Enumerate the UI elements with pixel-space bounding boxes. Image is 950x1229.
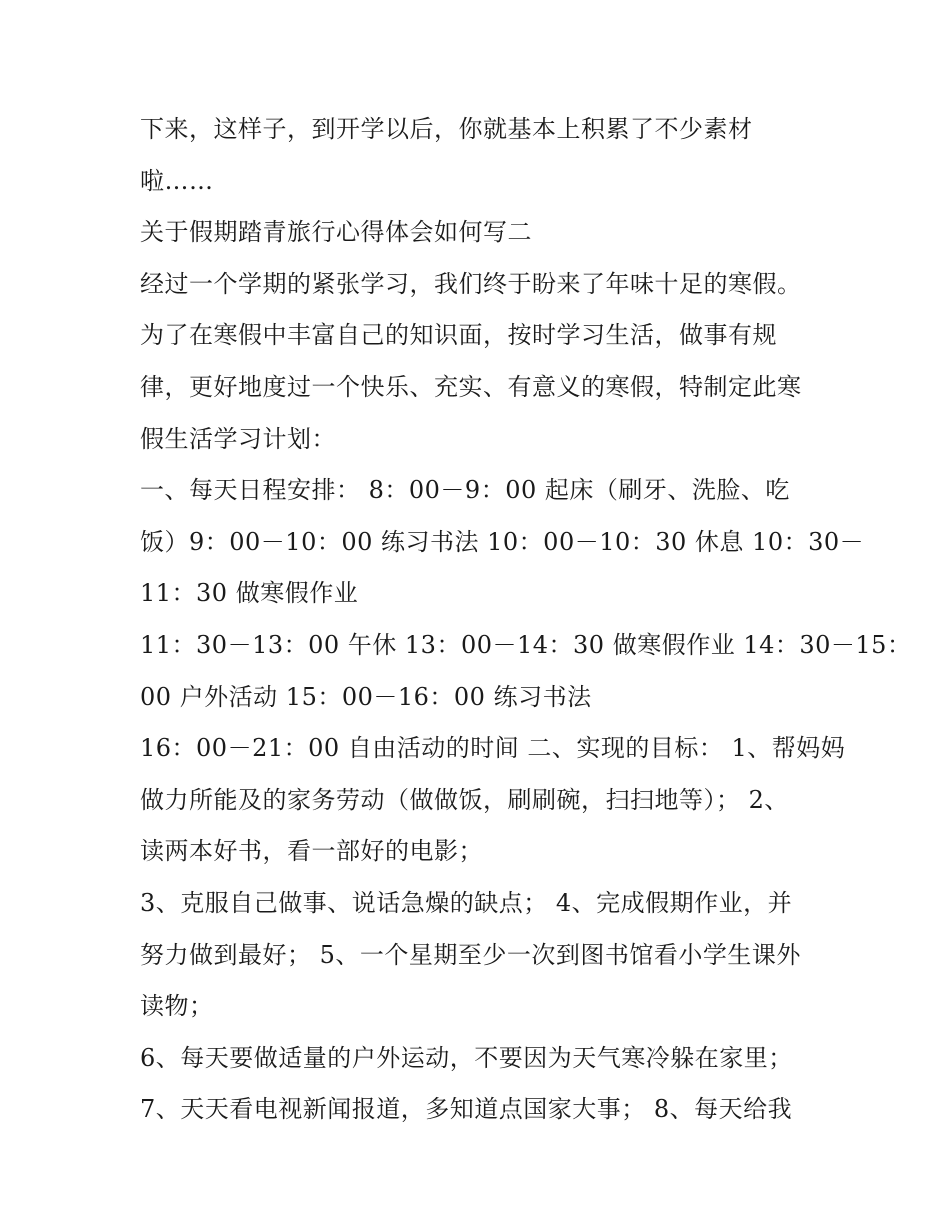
- goals-line: 做力所能及的家务劳动（做做饭，刷刷碗，扫扫地等）； 2、: [140, 785, 789, 814]
- goals-line: 读物；: [140, 992, 214, 1021]
- schedule-line: 一、每天日程安排： 8：00－9：00 起床（刷牙、洗脸、吃: [140, 476, 790, 505]
- goals-line: 3、克服自己做事、说话急燥的缺点； 4、完成假期作业，并: [140, 888, 793, 917]
- schedule-line: 饭）9：00－10：00 练习书法 10：00－10：30 休息 10：30－: [140, 527, 865, 556]
- schedule-line: 11：30－13：00 午休 13：00－14：30 做寒假作业 14：30－15：: [140, 630, 912, 659]
- text-line-continuation: 下来，这样子，到开学以后，你就基本上积累了不少素材: [140, 115, 753, 143]
- goals-line: 努力做到最好； 5、一个星期至少一次到图书馆看小学生课外: [140, 940, 801, 969]
- goals-line: 读两本好书，看一部好的电影；: [140, 837, 483, 866]
- goals-line: 7、天天看电视新闻报道，多知道点国家大事； 8、每天给我: [140, 1095, 793, 1124]
- schedule-line: 00 户外活动 15：00－16：00 练习书法: [140, 682, 592, 711]
- paragraph-line: 假生活学习计划：: [140, 424, 336, 453]
- paragraph-line: 律，更好地度过一个快乐、充实、有意义的寒假，特制定此寒: [140, 372, 802, 401]
- document-body: [140, 104, 912, 1136]
- paragraph-line: 为了在寒假中丰富自己的知识面，按时学习生活，做事有规: [140, 321, 777, 350]
- goals-line: 6、每天要做适量的户外运动，不要因为天气寒冷躲在家里；: [140, 1043, 793, 1072]
- section-heading: 关于假期踏青旅行心得体会如何写二: [140, 218, 532, 247]
- text-line-continuation-end: 啦……: [140, 166, 214, 195]
- paragraph-line: 经过一个学期的紧张学习，我们终于盼来了年味十足的寒假。: [140, 269, 802, 298]
- schedule-line: 11：30 做寒假作业: [140, 579, 359, 608]
- goals-line: 16：00－21：00 自由活动的时间 二、实现的目标： 1、帮妈妈: [140, 734, 846, 763]
